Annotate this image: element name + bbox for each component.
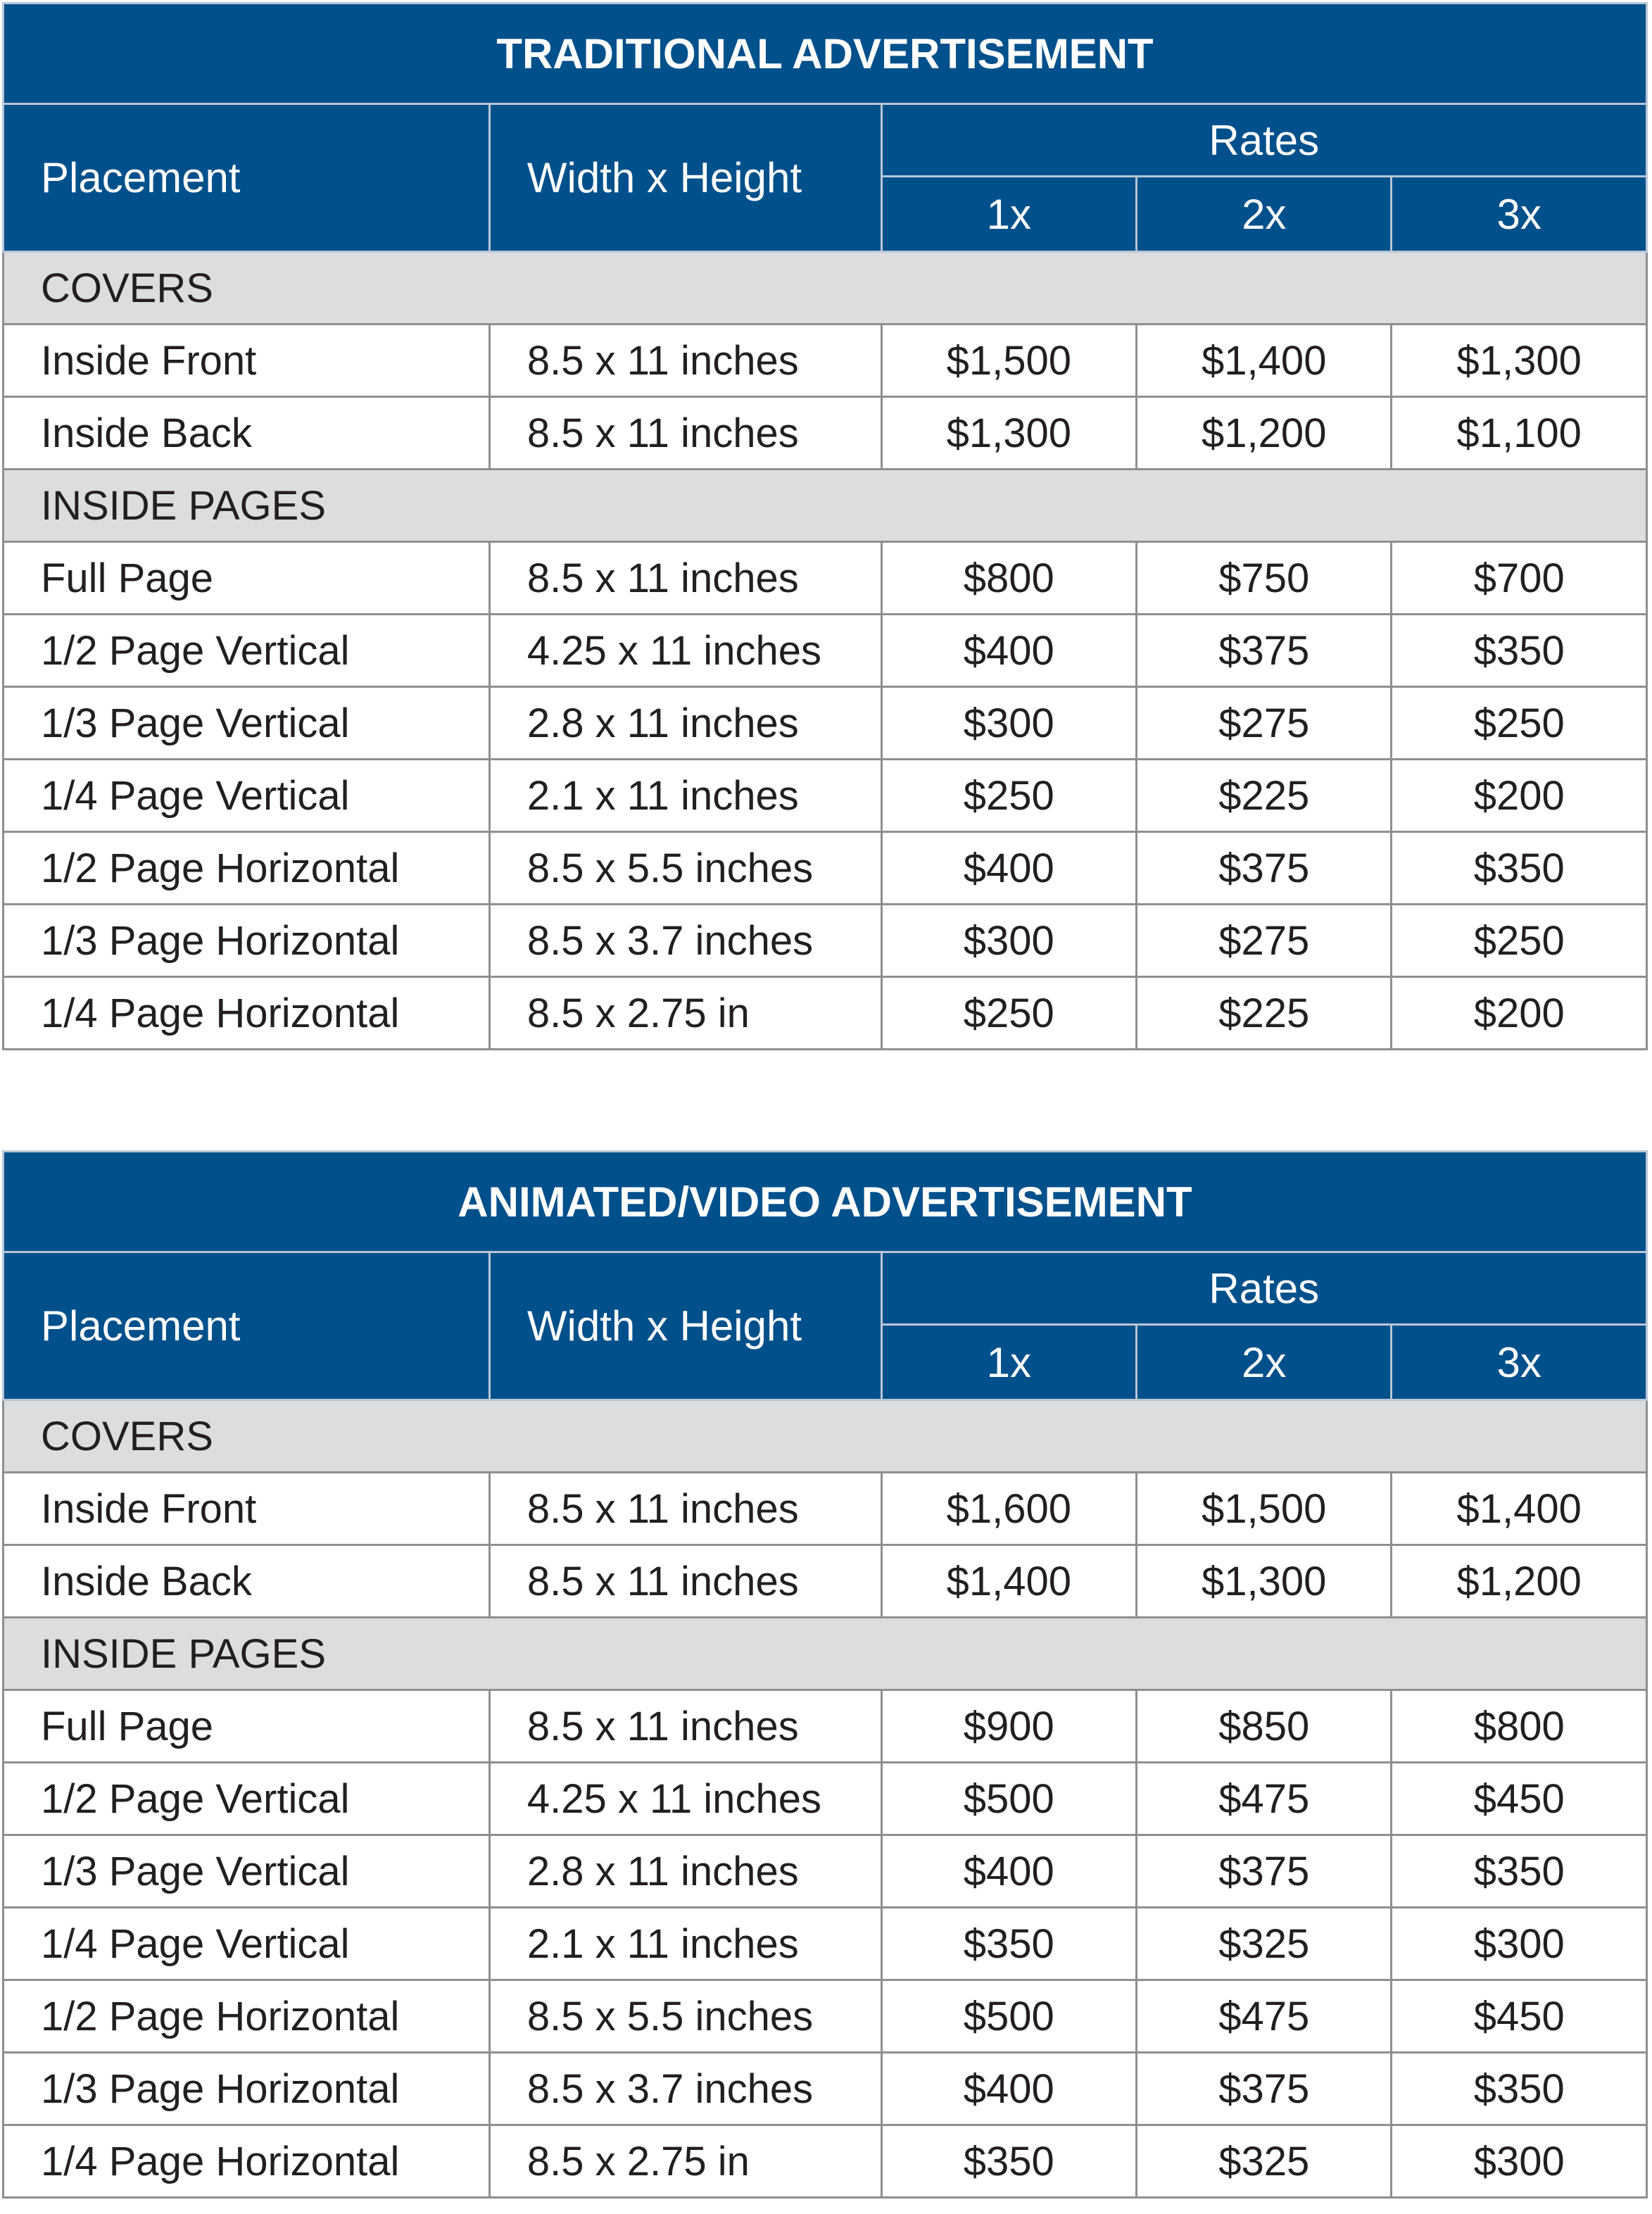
placement-cell: 1/2 Page Vertical [4, 1763, 490, 1835]
size-cell: 8.5 x 3.7 inches [489, 905, 881, 977]
table-row [4, 2053, 1647, 2125]
rate-cell: $275 [1137, 905, 1392, 977]
placement-cell: 1/3 Page Horizontal [4, 2053, 490, 2125]
table-row [4, 1473, 1647, 1545]
table-title-row [4, 4, 1647, 104]
table-row [4, 325, 1647, 397]
rate-cell: $300 [1392, 2125, 1647, 2198]
table-row [4, 760, 1647, 832]
rate-cell: $500 [881, 1980, 1136, 2053]
rate-cell: $300 [881, 687, 1136, 760]
rate-cell: $475 [1137, 1763, 1392, 1835]
rate-cell: $1,200 [1392, 1545, 1647, 1618]
rate-cell: $475 [1137, 1980, 1392, 2053]
table-row [4, 1908, 1647, 1980]
rate-cell: $500 [881, 1763, 1136, 1835]
table-row [4, 1763, 1647, 1835]
frequency-header: 2x [1137, 1325, 1392, 1400]
rate-cell: $375 [1137, 1835, 1392, 1908]
size-cell: 4.25 x 11 inches [489, 1763, 881, 1835]
rate-cell: $450 [1392, 1980, 1647, 2053]
placement-cell: 1/3 Page Vertical [4, 687, 490, 760]
placement-cell: 1/2 Page Horizontal [4, 832, 490, 905]
size-cell: 8.5 x 2.75 in [489, 2125, 881, 2198]
placement-header: Placement [4, 104, 490, 252]
size-header: Width x Height [489, 104, 881, 252]
size-cell: 8.5 x 2.75 in [489, 977, 881, 1050]
traditional-ad-rate-table [2, 2, 1648, 1050]
rate-cell: $400 [881, 1835, 1136, 1908]
section-row [4, 252, 1647, 325]
table-title-row [4, 1152, 1647, 1252]
rate-cell: $200 [1392, 977, 1647, 1050]
size-cell: 2.8 x 11 inches [489, 687, 881, 760]
size-cell: 4.25 x 11 inches [489, 615, 881, 687]
table-row [4, 2125, 1647, 2198]
rate-cell: $375 [1137, 615, 1392, 687]
rate-cell: $1,400 [1137, 325, 1392, 397]
section-label: COVERS [4, 252, 1647, 325]
rate-cell: $350 [881, 1908, 1136, 1980]
rate-cell: $225 [1137, 760, 1392, 832]
section-label: INSIDE PAGES [4, 1618, 1647, 1690]
rate-cell: $250 [1392, 905, 1647, 977]
rate-cell: $400 [881, 615, 1136, 687]
placement-cell: Inside Back [4, 1545, 490, 1618]
rate-cell: $1,100 [1392, 397, 1647, 470]
rate-cell: $275 [1137, 687, 1392, 760]
rate-cell: $1,400 [881, 1545, 1136, 1618]
placement-cell: Inside Front [4, 325, 490, 397]
rate-cell: $750 [1137, 542, 1392, 615]
size-cell: 8.5 x 11 inches [489, 397, 881, 470]
rate-cell: $1,500 [1137, 1473, 1392, 1545]
rate-cell: $375 [1137, 2053, 1392, 2125]
rate-cell: $350 [1392, 1835, 1647, 1908]
placement-cell: 1/2 Page Horizontal [4, 1980, 490, 2053]
rate-cell: $400 [881, 832, 1136, 905]
rate-cell: $1,600 [881, 1473, 1136, 1545]
frequency-header: 1x [881, 1325, 1136, 1400]
rate-cell: $1,500 [881, 325, 1136, 397]
rate-cell: $225 [1137, 977, 1392, 1050]
table-row [4, 832, 1647, 905]
table-title: TRADITIONAL ADVERTISEMENT [4, 4, 1647, 104]
table-row [4, 905, 1647, 977]
rate-cell: $350 [1392, 2053, 1647, 2125]
size-cell: 8.5 x 3.7 inches [489, 2053, 881, 2125]
rate-cell: $250 [881, 760, 1136, 832]
rate-cell: $400 [881, 2053, 1136, 2125]
placement-cell: 1/3 Page Horizontal [4, 905, 490, 977]
size-cell: 8.5 x 11 inches [489, 1473, 881, 1545]
rate-cell: $250 [881, 977, 1136, 1050]
section-row [4, 470, 1647, 542]
rates-header: Rates [881, 104, 1646, 177]
placement-cell: Full Page [4, 542, 490, 615]
section-row [4, 1618, 1647, 1690]
table-row [4, 687, 1647, 760]
table-title: ANIMATED/VIDEO ADVERTISEMENT [4, 1152, 1647, 1252]
rate-cell: $200 [1392, 760, 1647, 832]
section-label: COVERS [4, 1400, 1647, 1473]
frequency-header: 3x [1392, 1325, 1647, 1400]
rate-cell: $350 [881, 2125, 1136, 2198]
rate-cell: $1,300 [881, 397, 1136, 470]
size-cell: 2.8 x 11 inches [489, 1835, 881, 1908]
rate-cell: $375 [1137, 832, 1392, 905]
placement-header: Placement [4, 1252, 490, 1400]
rate-cell: $1,400 [1392, 1473, 1647, 1545]
placement-cell: Inside Back [4, 397, 490, 470]
placement-cell: 1/2 Page Vertical [4, 615, 490, 687]
rate-cell: $350 [1392, 615, 1647, 687]
header-row [4, 1252, 1647, 1325]
size-cell: 2.1 x 11 inches [489, 760, 881, 832]
rate-cell: $300 [1392, 1908, 1647, 1980]
rate-cell: $700 [1392, 542, 1647, 615]
rate-cell: $850 [1137, 1690, 1392, 1763]
frequency-header: 2x [1137, 177, 1392, 252]
size-cell: 8.5 x 11 inches [489, 1690, 881, 1763]
size-cell: 8.5 x 5.5 inches [489, 832, 881, 905]
rates-header: Rates [881, 1252, 1646, 1325]
table-row [4, 977, 1647, 1050]
size-cell: 8.5 x 11 inches [489, 325, 881, 397]
placement-cell: 1/3 Page Vertical [4, 1835, 490, 1908]
rate-cell: $450 [1392, 1763, 1647, 1835]
placement-cell: 1/4 Page Horizontal [4, 977, 490, 1050]
section-label: INSIDE PAGES [4, 470, 1647, 542]
rate-cell: $325 [1137, 1908, 1392, 1980]
placement-cell: Full Page [4, 1690, 490, 1763]
section-row [4, 1400, 1647, 1473]
rate-cell: $300 [881, 905, 1136, 977]
table-row [4, 1835, 1647, 1908]
size-cell: 8.5 x 5.5 inches [489, 1980, 881, 2053]
table-row [4, 615, 1647, 687]
table-row [4, 1545, 1647, 1618]
rate-cell: $800 [1392, 1690, 1647, 1763]
rate-cell: $800 [881, 542, 1136, 615]
size-cell: 2.1 x 11 inches [489, 1908, 881, 1980]
placement-cell: Inside Front [4, 1473, 490, 1545]
rate-cell: $1,300 [1137, 1545, 1392, 1618]
frequency-header: 3x [1392, 177, 1647, 252]
size-cell: 8.5 x 11 inches [489, 1545, 881, 1618]
header-row [4, 104, 1647, 177]
table-row [4, 1690, 1647, 1763]
animated-video-ad-rate-table [2, 1150, 1648, 2199]
table-row [4, 397, 1647, 470]
rate-cell: $900 [881, 1690, 1136, 1763]
rate-cell: $1,200 [1137, 397, 1392, 470]
size-header: Width x Height [489, 1252, 881, 1400]
table-row [4, 1980, 1647, 2053]
placement-cell: 1/4 Page Horizontal [4, 2125, 490, 2198]
frequency-header: 1x [881, 177, 1136, 252]
rate-cell: $350 [1392, 832, 1647, 905]
placement-cell: 1/4 Page Vertical [4, 1908, 490, 1980]
rate-cell: $325 [1137, 2125, 1392, 2198]
placement-cell: 1/4 Page Vertical [4, 760, 490, 832]
size-cell: 8.5 x 11 inches [489, 542, 881, 615]
rate-cell: $1,300 [1392, 325, 1647, 397]
rate-cell: $250 [1392, 687, 1647, 760]
table-row [4, 542, 1647, 615]
